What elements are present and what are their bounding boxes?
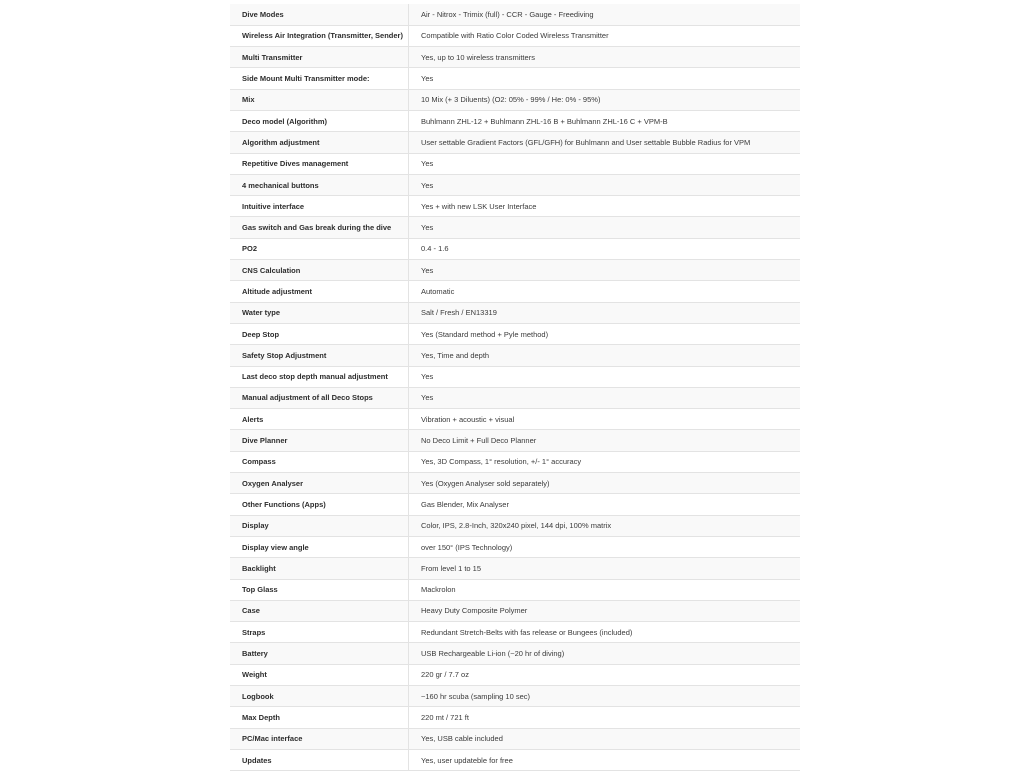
spec-label: Updates <box>230 749 409 770</box>
spec-label: Top Glass <box>230 579 409 600</box>
spec-row <box>230 260 800 281</box>
spec-label: Compass <box>230 451 409 472</box>
spec-label: Other Functions (Apps) <box>230 494 409 515</box>
spec-label: Repetitive Dives management <box>230 153 409 174</box>
spec-label: Side Mount Multi Transmitter mode: <box>230 68 409 89</box>
spec-value: Compatible with Ratio Color Coded Wireless Transmitter <box>409 25 801 46</box>
spec-value: USB Rechargeable Li-ion (~20 hr of diving) <box>409 643 801 664</box>
spec-row <box>230 536 800 557</box>
spec-label: Dive Modes <box>230 4 409 25</box>
spec-label: Backlight <box>230 558 409 579</box>
spec-label: Safety Stop Adjustment <box>230 345 409 366</box>
spec-value: Yes <box>409 366 801 387</box>
spec-value: 0.4 - 1.6 <box>409 238 801 259</box>
spec-value: No Deco Limit + Full Deco Planner <box>409 430 801 451</box>
spec-label: Deco model (Algorithm) <box>230 110 409 131</box>
spec-value: Redundant Stretch-Belts with fas release or Bungees (included) <box>409 622 801 643</box>
spec-row <box>230 25 800 46</box>
spec-label: PC/Mac interface <box>230 728 409 749</box>
spec-row <box>230 494 800 515</box>
spec-value: Yes, up to 10 wireless transmitters <box>409 47 801 68</box>
spec-value: Yes, user updateble for free <box>409 749 801 770</box>
spec-label: Mix <box>230 89 409 110</box>
spec-label: Weight <box>230 664 409 685</box>
spec-row <box>230 110 800 131</box>
spec-label: Oxygen Analyser <box>230 473 409 494</box>
spec-value: Buhlmann ZHL-12 + Buhlmann ZHL-16 B + Buhlmann ZHL-16 C + VPM-B <box>409 110 801 131</box>
spec-row <box>230 558 800 579</box>
spec-row <box>230 196 800 217</box>
spec-label: Gas switch and Gas break during the dive <box>230 217 409 238</box>
spec-value: Yes <box>409 387 801 408</box>
spec-value: 220 gr / 7.7 oz <box>409 664 801 685</box>
spec-label: Display view angle <box>230 536 409 557</box>
spec-label: Intuitive interface <box>230 196 409 217</box>
spec-row <box>230 132 800 153</box>
spec-label: Straps <box>230 622 409 643</box>
spec-label: Battery <box>230 643 409 664</box>
spec-row <box>230 47 800 68</box>
spec-value: Yes <box>409 260 801 281</box>
spec-value: Heavy Duty Composite Polymer <box>409 600 801 621</box>
spec-value: User settable Gradient Factors (GFL/GFH) for Buhlmann and User settable Bubble Radius for VPM <box>409 132 801 153</box>
spec-row <box>230 473 800 494</box>
spec-value: Yes <box>409 153 801 174</box>
spec-label: 4 mechanical buttons <box>230 174 409 195</box>
spec-value: Yes, Time and depth <box>409 345 801 366</box>
spec-row <box>230 4 800 25</box>
spec-row <box>230 643 800 664</box>
spec-value: Yes <box>409 174 801 195</box>
spec-label: PO2 <box>230 238 409 259</box>
specifications-table <box>230 4 800 771</box>
spec-label: Multi Transmitter <box>230 47 409 68</box>
spec-value: 10 Mix (+ 3 Diluents) (O2: 05% - 99% / He: 0% - 95%) <box>409 89 801 110</box>
spec-label: Dive Planner <box>230 430 409 451</box>
spec-row <box>230 622 800 643</box>
spec-value: Gas Blender, Mix Analyser <box>409 494 801 515</box>
spec-label: Deep Stop <box>230 323 409 344</box>
spec-label: Display <box>230 515 409 536</box>
spec-value: Yes, USB cable included <box>409 728 801 749</box>
spec-value: From level 1 to 15 <box>409 558 801 579</box>
spec-row <box>230 217 800 238</box>
spec-row <box>230 451 800 472</box>
spec-value: Yes <box>409 68 801 89</box>
spec-label: CNS Calculation <box>230 260 409 281</box>
spec-label: Altitude adjustment <box>230 281 409 302</box>
spec-row <box>230 89 800 110</box>
spec-value: Yes <box>409 217 801 238</box>
spec-label: Alerts <box>230 409 409 430</box>
spec-row <box>230 749 800 770</box>
spec-row <box>230 366 800 387</box>
spec-row <box>230 430 800 451</box>
spec-label: Max Depth <box>230 707 409 728</box>
spec-row <box>230 238 800 259</box>
spec-row <box>230 345 800 366</box>
spec-value: Vibration + acoustic + visual <box>409 409 801 430</box>
spec-row <box>230 600 800 621</box>
spec-value: Automatic <box>409 281 801 302</box>
spec-value: Yes, 3D Compass, 1° resolution, +/- 1° accuracy <box>409 451 801 472</box>
spec-value: Color, IPS, 2.8-Inch, 320x240 pixel, 144 dpi, 100% matrix <box>409 515 801 536</box>
spec-label: Wireless Air Integration (Transmitter, Sender) <box>230 25 409 46</box>
spec-value: Yes + with new LSK User Interface <box>409 196 801 217</box>
spec-label: Algorithm adjustment <box>230 132 409 153</box>
spec-row <box>230 579 800 600</box>
spec-row <box>230 174 800 195</box>
spec-label: Water type <box>230 302 409 323</box>
spec-value: Air - Nitrox - Trimix (full) - CCR - Gauge - Freediving <box>409 4 801 25</box>
spec-row <box>230 409 800 430</box>
spec-value: 220 mt / 721 ft <box>409 707 801 728</box>
spec-row <box>230 387 800 408</box>
spec-value: Salt / Fresh / EN13319 <box>409 302 801 323</box>
spec-row <box>230 281 800 302</box>
spec-row <box>230 728 800 749</box>
spec-row <box>230 686 800 707</box>
spec-label: Manual adjustment of all Deco Stops <box>230 387 409 408</box>
spec-label: Last deco stop depth manual adjustment <box>230 366 409 387</box>
spec-label: Case <box>230 600 409 621</box>
spec-row <box>230 664 800 685</box>
specifications-table-body <box>230 4 800 771</box>
spec-value: over 150° (IPS Technology) <box>409 536 801 557</box>
spec-row <box>230 707 800 728</box>
spec-row <box>230 153 800 174</box>
spec-row <box>230 68 800 89</box>
spec-row <box>230 323 800 344</box>
spec-row <box>230 302 800 323</box>
spec-value: Yes (Standard method + Pyle method) <box>409 323 801 344</box>
spec-value: ~160 hr scuba (sampling 10 sec) <box>409 686 801 707</box>
spec-value: Mackrolon <box>409 579 801 600</box>
spec-label: Logbook <box>230 686 409 707</box>
spec-row <box>230 515 800 536</box>
spec-value: Yes (Oxygen Analyser sold separately) <box>409 473 801 494</box>
